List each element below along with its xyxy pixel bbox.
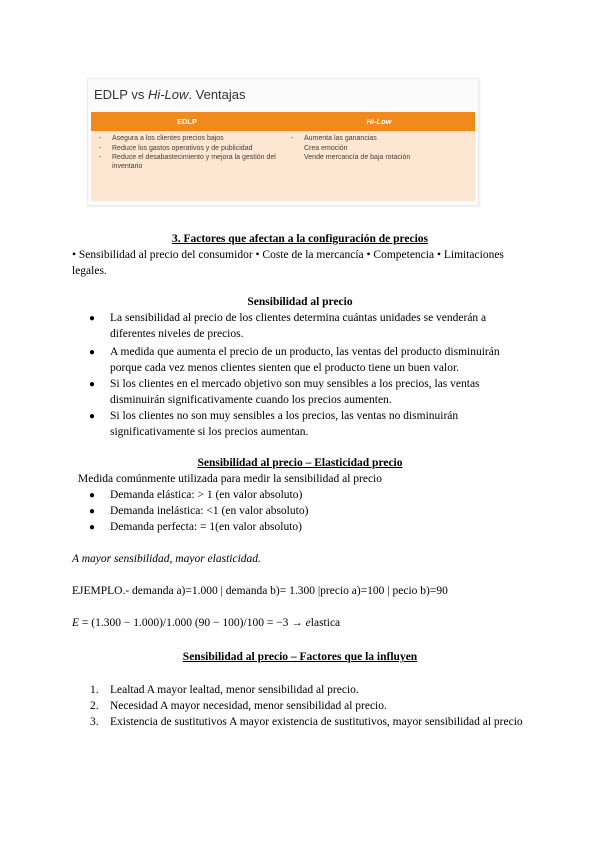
item-text: Necesidad A mayor necesidad, menor sensibilidad al precio. <box>110 700 387 712</box>
list-item-text: Si los clientes en el mercado objetivo son muy sensibles a los precios, las ventas disminuirán significativamente cuando los precios aumenten. <box>110 378 480 406</box>
slide-title-rest: . Ventajas <box>188 87 246 102</box>
formula-line <box>72 616 542 632</box>
slide-title-main: EDLP vs <box>94 87 148 102</box>
slide-title <box>94 87 246 103</box>
slide-hilow-item: - Aumenta las ganancias <box>291 135 469 144</box>
formula-end: lastica <box>310 617 341 629</box>
list-item <box>89 377 532 408</box>
slide-title-italic: Hi-Low <box>147 87 189 102</box>
slide-table-body <box>91 131 475 201</box>
item-number: 1. <box>90 684 99 696</box>
list-item <box>89 311 532 342</box>
list-item-text: Demanda perfecta: = 1(en valor absoluto) <box>110 521 303 533</box>
bullet-icon: ● <box>89 411 96 422</box>
formula-var: E <box>72 617 80 629</box>
list-item-text: Si los clientes no son muy sensibles a los precios, las ventas no disminuirán significativamente si los precios aumentan. <box>110 410 459 438</box>
bullet-icon: ● <box>89 506 96 517</box>
list-item <box>89 504 532 520</box>
formula-end-var: e <box>305 617 311 629</box>
slide-image <box>87 78 479 206</box>
list-item <box>89 409 532 440</box>
slide-hilow-item: Vende mercancía de baja rotación <box>304 154 411 161</box>
bullet-icon: ● <box>89 379 96 390</box>
bullet-icon: ● <box>89 490 96 501</box>
numbered-item <box>90 715 530 731</box>
sensibilidad-title: Sensibilidad al precio <box>247 296 353 308</box>
item-text: Lealtad A mayor lealtad, menor sensibilidad al precio. <box>110 684 359 696</box>
list-item <box>89 488 532 504</box>
bullet-icon: ● <box>89 347 96 358</box>
numbered-item <box>90 699 530 715</box>
bullet-icon: ● <box>89 522 96 533</box>
slide-hilow-item: Crea emoción <box>304 144 348 152</box>
list-item-text: La sensibilidad al precio de los clientes determina cuántas unidades se venderán a diferentes niveles de precios. <box>110 312 487 340</box>
section-3-intro: • Sensibilidad al precio del consumidor • Coste de la mercancía • Competencia • Limitaciones legales. <box>72 249 504 277</box>
slide-col-hilow <box>283 131 475 201</box>
slide-col-edlp <box>91 131 283 201</box>
slide-header-hilow: Hi-Low <box>366 117 392 126</box>
numbered-item <box>90 683 530 699</box>
slide-table-header <box>91 112 475 131</box>
list-item <box>89 520 532 536</box>
section-3-title: 3. Factores que afectan a la configuración de precios <box>171 233 429 245</box>
list-item <box>89 345 532 376</box>
bullet-icon: ● <box>89 313 96 324</box>
elasticidad-intro: Medida comúnmente utilizada para medir la sensibilidad al precio <box>78 473 383 485</box>
example-line: EJEMPLO.- demanda a)=1.000 | demanda b)= 1.300 |precio a)=100 | pecio b)=90 <box>72 585 448 597</box>
italic-note: A mayor sensibilidad, mayor elasticidad. <box>72 553 261 565</box>
list-item-text: Demanda elástica: > 1 (en valor absoluto) <box>110 489 303 501</box>
item-number: 3. <box>90 716 99 728</box>
list-item-text: A medida que aumenta el precio de un producto, las ventas del producto disminuirán porque cada vez menos clientes sienten que el producto tiene un buen valor. <box>110 346 500 374</box>
list-item-text: Demanda inelástica: <1 (en valor absoluto) <box>110 505 309 517</box>
slide-edlp-item: - Reduce el desabastecimiento y mejora la gestión del inventario <box>99 154 277 171</box>
slide-edlp-item: - Reduce los gastos operativos y de publicidad <box>99 145 277 154</box>
item-text: Existencia de sustitutivos A mayor existencia de sustitutivos, mayor sensibilidad al precio <box>110 716 523 728</box>
slide-header-edlp: EDLP <box>176 117 197 126</box>
item-number: 2. <box>90 700 99 712</box>
formula-body: = (1.300 − 1.000)/1.000 (90 − 100)/100 = −3 → <box>79 617 306 629</box>
elasticidad-title: Sensibilidad al precio – Elasticidad precio <box>197 457 403 469</box>
slide-edlp-item: - Asegura a los clientes precios bajos <box>99 135 277 144</box>
factores-title: Sensibilidad al precio – Factores que la influyen <box>182 651 418 663</box>
